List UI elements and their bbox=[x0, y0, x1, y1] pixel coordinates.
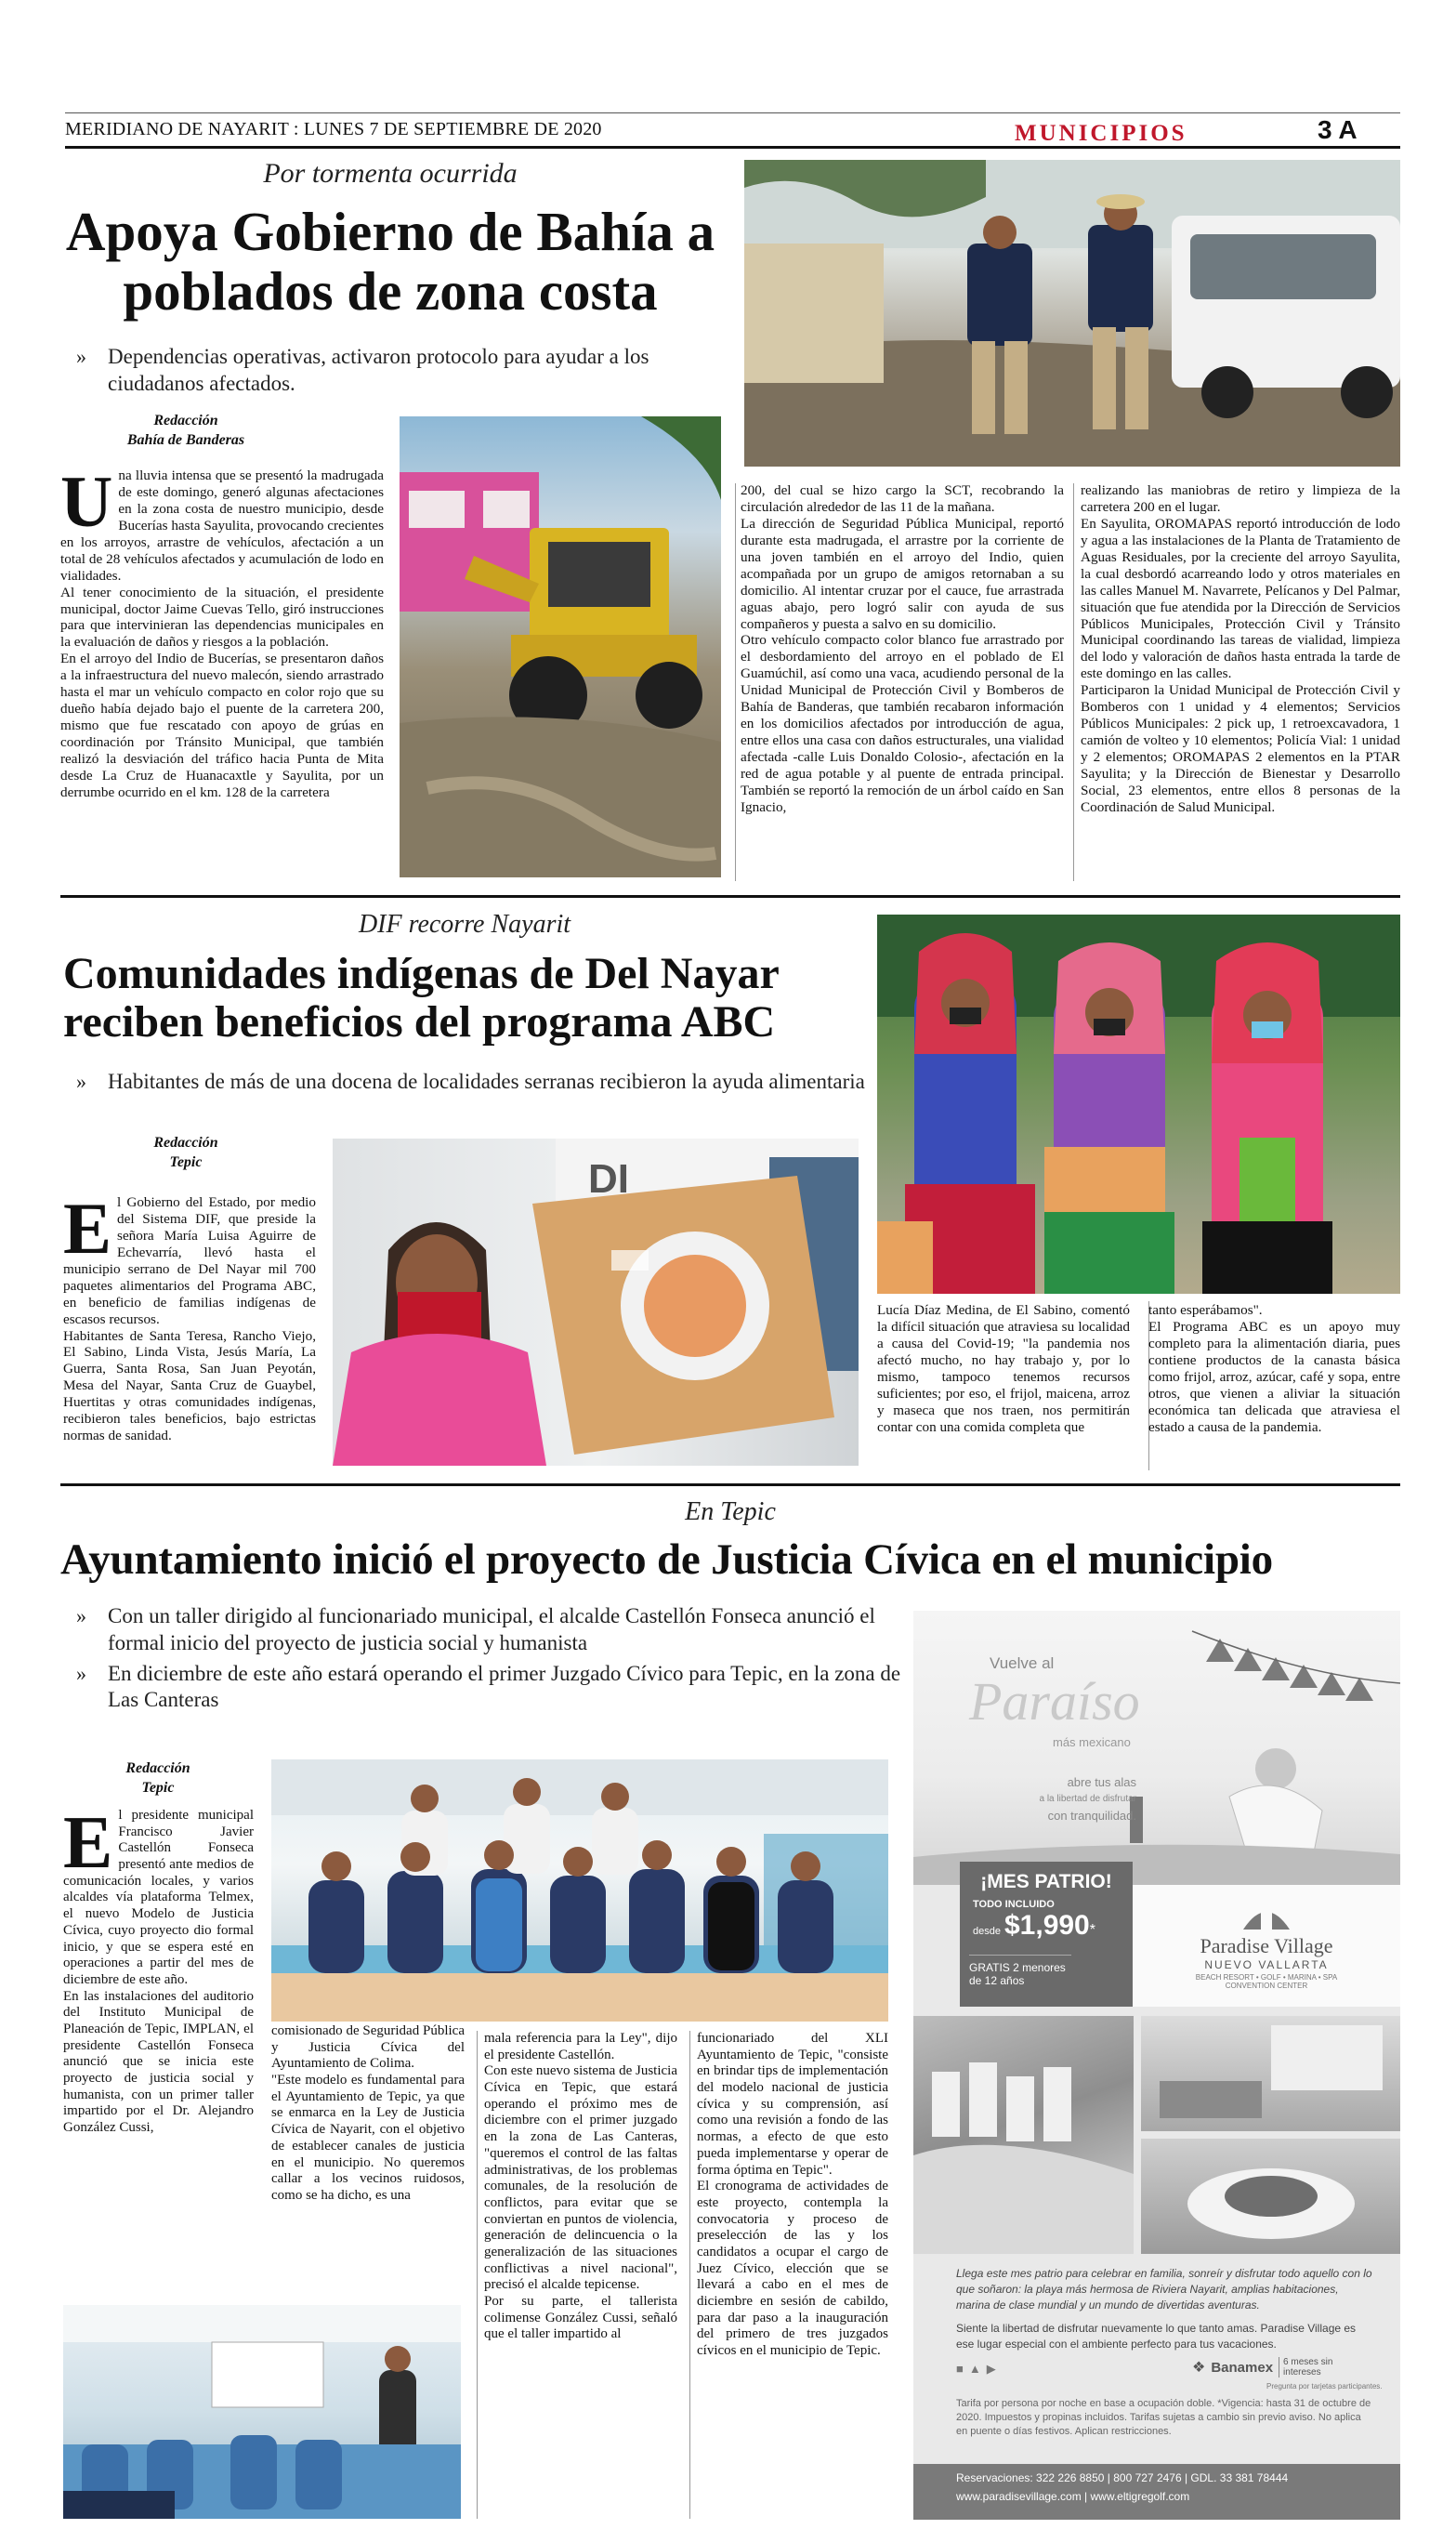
ad-reservations[interactable]: Reservaciones: 322 226 8850 | 800 727 2476 | GDL. 33 381 78444 bbox=[956, 2471, 1289, 2484]
story3-column-divider-2 bbox=[689, 2031, 690, 2519]
twitter-icon[interactable]: ▲ bbox=[968, 2362, 981, 2376]
header-rule bbox=[65, 146, 1400, 149]
story3-column-3 bbox=[484, 2031, 677, 2343]
story2-column-2 bbox=[877, 1302, 1130, 1436]
ad-brand-name: Paradise Village bbox=[1200, 1934, 1333, 1957]
paradise-village-ad[interactable] bbox=[913, 1611, 1400, 2520]
byline-author: Redacción bbox=[125, 1760, 190, 1776]
youtube-icon[interactable]: ▶ bbox=[986, 2362, 996, 2376]
ad-brand-amenities: BEACH RESORT • GOLF • MARINA • SPA CONVENTION CENTER bbox=[1195, 1973, 1338, 1990]
story3-column-4 bbox=[697, 2031, 888, 2360]
ad-promo-kids: GRATIS 2 menores de 12 años bbox=[969, 1955, 1071, 1987]
story2-byline bbox=[111, 1134, 260, 1173]
story1-column-1 bbox=[60, 461, 384, 801]
story2-summary-item: » Habitantes de más de una docena de localidades serranas recibieron la ayuda alimentaria bbox=[65, 1069, 883, 1096]
ad-tagline-3: con tranquilidad. bbox=[1047, 1808, 1136, 1823]
story3-text-2: comisionado de Seguridad Pública y Justicia Cívica del Ayuntamiento de Colima. "Este modelo es fundamental para el Ayuntamiento de Tepic, ya que se enmarca en la Ley de Justicia Cívica de Nayarit, con el objetivo de establecer canales de justicia en el municipio. No queremos callar a los vecinos ruidosos, como se ha dicho, es una bbox=[271, 2023, 465, 2203]
ad-msi-note: Pregunta por tarjetas participantes. bbox=[1266, 2382, 1383, 2391]
story2-column-3 bbox=[1148, 1302, 1400, 1436]
story2-text-2: Lucía Díaz Medina, de El Sabino, comentó la difícil situación que atraviesa su localidad a causa del Covid-19; "la pandemia nos afectó mucho, no hay trabajo y, por lo mismo, tampoco tenemos recursos suficientes; por eso, el frijol, maicena, arroz y maseca que nos traen, nos permitirán contar con una comida completa que bbox=[877, 1302, 1130, 1435]
story1-column-3 bbox=[1081, 482, 1400, 816]
story3-summary-item: » Con un taller dirigido al funcionariado municipal, el alcalde Castellón Fonseca anunció el formal inicio del proyecto de justicia social y humanista bbox=[65, 1603, 901, 1657]
banamex-logo-icon: ❖ bbox=[1192, 2360, 1206, 2376]
section-rule-1 bbox=[60, 895, 1400, 898]
ad-vuelve: Vuelve al bbox=[990, 1654, 1055, 1672]
ad-brand-sub: NUEVO VALLARTA bbox=[1204, 1958, 1329, 1971]
abc-box-illustration bbox=[333, 1139, 859, 1466]
photo-civil-protection-workers bbox=[744, 160, 1400, 467]
drop-cap: E bbox=[63, 1802, 113, 1884]
paradise-village-logo-icon bbox=[1239, 1898, 1294, 1930]
story2-text-3: tanto esperábamos". El Programa ABC es un apoyo muy completo para la alimentación diaria, pues contiene productos de la canasta básica como frijol, arroz, azúcar, café y sopa, entre otros, que vienen a aliviar la situación económica tan delicada que atraviesa el estado a causa de la pandemia. bbox=[1148, 1302, 1400, 1435]
section-rule-2 bbox=[60, 1483, 1400, 1486]
ad-photo-food bbox=[1141, 2139, 1400, 2254]
ad-bank-name: Banamex bbox=[1211, 2359, 1274, 2376]
story3-column-1 bbox=[63, 1802, 254, 2137]
drop-cap: U bbox=[60, 461, 113, 542]
byline-location: Tepic bbox=[141, 1779, 175, 1796]
group-illustration bbox=[271, 1759, 888, 2022]
ad-promo-from: desde bbox=[973, 1926, 1001, 1937]
ad-mexicano: más mexicano bbox=[1053, 1735, 1131, 1749]
story1-byline bbox=[111, 412, 260, 451]
header-rule-top bbox=[65, 112, 1400, 113]
ad-social-row bbox=[956, 2362, 996, 2377]
story3-kicker: En Tepic bbox=[685, 1497, 776, 1526]
story1-summary bbox=[65, 344, 706, 402]
ad-body-2: Siente la libertad de disfrutar nuevamente lo que tanto amas. Paradise Village es ese lugar especial con el ambiente perfecto para tus vacaciones. bbox=[956, 2322, 1357, 2351]
story1-kicker: Por tormenta ocurrida bbox=[263, 158, 518, 189]
story1-text-3: realizando las maniobras de retiro y limpieza de la carretera 200 en el lugar. En Sayulita, OROMAPAS reportó introducción de lodo y agua a las instalaciones de la Planta de Tratamiento de Aguas Residuales, por la creciente del arroyo Sayulita, la cual desbordó acarreando lodo y otros materiales en las calles Manuel M. Navarrete, Pelícanos y Del Palmar, situación que fue atendida por la Dirección de Servicios Públicos Municipales, Protección Civil y Tránsito Municipal coordinando las tareas de vialidad, limpieza del lodo y valoración de daños hasta entrada la tarde de este domingo en las calles. Participaron la Unidad Municipal de Protección Civil y Bomberos con 1 unidad y 4 elementos; Servicios Públicos Municipales: 2 pick up, 1 retroexcavadora, 1 camión de volteo y 10 elementos; Policía Vial: 1 unidad y 2 elementos; OROMAPAS 2 elementos en la PTAR Sayulita; y la Dirección de Bienestar y Desarrollo Social, 23 elementos, entre ellos 8 personas de la Coordinación de Salud Municipal. bbox=[1081, 482, 1400, 815]
ad-brand-block bbox=[1133, 1885, 1400, 2007]
ad-promo-price: $1,990 bbox=[1003, 1910, 1090, 1941]
byline-author: Redacción bbox=[153, 413, 218, 428]
story2-summary bbox=[65, 1069, 883, 1100]
story3-text-3: mala referencia para la Ley", dijo el presidente Castellón. Con este nuevo sistema de Justicia Cívica en Tepic, que estará operando el próximo mes de diciembre con el primer juzgado en la zona de Las Canteras, "queremos el control de las faltas administrativas, de los problemas comunales, de la resolución de conflictos, para evitar que se conviertan en puntos de violencia, generación de delincuencia o la generalización de las situaciones conflictivas a nivel nacional", precisó el alcalde tepicense. Por su parte, el tallerista colimense González Cussi, señaló que el taller impartido al bbox=[484, 2031, 677, 2342]
page-number: 3 A bbox=[1318, 115, 1358, 144]
photo-officials-group bbox=[271, 1759, 888, 2022]
ad-body-1: Llega este mes patrio para celebrar en familia, sonreír y disfrutar todo aquello con lo que soñaron: la playa más hermosa de Riviera Nayarit, amplias habitaciones, marina de clase mundial y un mundo de divertidas aventuras. bbox=[956, 2267, 1372, 2312]
byline-location: Tepic bbox=[169, 1153, 203, 1170]
story2-text-1: l Gobierno del Estado, por medio del Sistema DIF, que preside la señora María Luisa Aguirre de Echevarría, llevó hasta el municipio serrano de Del Nayar mil 700 paquetes alimentarios del Programa ABC, en beneficio de familias indígenas de escasos recursos. Habitantes de Santa Teresa, Rancho Viejo, El Sabino, Linda Vista, Jesús María, La Guerra, Santa Rosa, San Juan Peyotán, Mesa del Nayar, Santa Cruz de Guaybel, Huertitas y otras comunidades indígenas, recibieron tales beneficios, bajo estrictas normas de sanidad. bbox=[63, 1194, 316, 1444]
ad-hero bbox=[913, 1611, 1400, 1885]
ad-tagline-2: a la libertad de disfrutar bbox=[1039, 1794, 1136, 1805]
ad-promo-included: TODO INCLUIDO bbox=[973, 1899, 1055, 1910]
story1-text-1: na lluvia intensa que se presentó la madrugada de este domingo, generó algunas afectaciones en la zona costa de nuestro municipio, desde Bucerías hasta Sayulita, provocando crecientes en los arroyos, arrastre de vehículos, afectación a un total de 28 vehículos afectados y acumulación de lodo en vialidades. Al tener conocimiento de la situación, el presidente municipal, doctor Jaime Cuevas Tello, giró instrucciones para que intervinieran las dependencias municipales en la evaluación de daños y riesgos a la población. En el arroyo del Indio de Bucerías, se presentaron daños a la infraestructura del nuevo malecón, siendo arrastrado hasta el mar un vehículo compacto en color rojo que su dueño había dejado bajo el puente de la carretera 200, mismo que fue rescatado con apoyo de grúas en coordinación por Tránsito Municipal, que también realizó la desviación del tráfico hacia Punta de Mita desde La Cruz de Huanacaxtle y Sayulita, por un derrumbe ocurrido en el km. 128 de la carretera bbox=[60, 468, 384, 800]
story3-column-2 bbox=[271, 2023, 465, 2205]
ad-photo-aerial bbox=[913, 2016, 1134, 2254]
ad-msi: 6 meses sin intereses bbox=[1279, 2357, 1344, 2378]
story3-text-1: l presidente municipal Francisco Javier Castellón Fonseca presentó ante medios de comunicación locales, y varios alcaldes vía plataforma Telmex, el nuevo Modelo de Justicia Cívica, cuyo proyecto dio formal inicio, y que se espera esté en operaciones a partir del mes de diciembre de este año. En las instalaciones del auditorio del Instituto Municipal de Planeación de Tepic, IMPLAN, el presidente Castellón Fonseca anunció que se inicia este proyecto de justicia social y humanista, con un primer taller impartido por el Dr. Alejandro González Cussi, bbox=[63, 1808, 254, 2136]
story1-summary-item: » Dependencias operativas, activaron protocolo para ayudar a los ciudadanos afectados. bbox=[65, 344, 706, 398]
byline-location: Bahía de Banderas bbox=[126, 431, 245, 448]
story3-summary-item: » En diciembre de este año estará operando el primer Juzgado Cívico para Tepic, en la zona de Las Canteras bbox=[65, 1661, 901, 1715]
story1-text-2: 200, del cual se hizo cargo la SCT, recobrando la circulación alrededor de las 11 de la mañana. La dirección de Seguridad Pública Municipal, reportó durante esta madrugada, el arrastre por la corriente de una joven también en el arroyo del Indio, quien acompañada por un grupo de amigos retornaban a su domicilio. Al intentar cruzar por el cauce, fue arrastrada aguas abajo, pero logró salir con ayuda de sus compañeros y puesta a salvo en su domicilio. Otro vehículo compacto color blanco fue arrastrado por el desbordamiento del arroyo en el poblado de El Guamúchil, así como una vaca, acudiendo personal de la Unidad Municipal de Protección Civil y Bomberos de Bahía de Banderas, que también recabaron información en los domicilios afectados por introducción de agua, entre ellos una casa con daños estructurales, una vialidad afectada -calle Luis Donaldo Colosio-, afectación en la red de agua potable y al puente de entrada principal. También se reportó la remoción de un árbol caído en San Ignacio, bbox=[741, 482, 1064, 815]
ad-photo-room bbox=[1141, 2016, 1400, 2131]
story2-headline: Comunidades indígenas de Del Nayar reciben beneficios del programa ABC bbox=[63, 949, 779, 1047]
ad-promo-box bbox=[960, 1862, 1133, 2007]
photo-woman-abc-box bbox=[333, 1139, 859, 1466]
ad-fine-print: Tarifa por persona por noche en base a ocupación doble. *Vigencia: hasta 31 de octubre de 2020. Impuestos y propinas incluidos. Tarifas sujetas a cambio sin previo aviso. No aplica en puente o días festivos. Aplican restricciones. bbox=[956, 2398, 1371, 2437]
photo-backhoe-mud bbox=[400, 416, 721, 877]
story3-summary bbox=[65, 1603, 901, 1718]
story3-headline: Ayuntamiento inició el proyecto de Justicia Cívica en el municipio bbox=[60, 1535, 1273, 1584]
ad-footer bbox=[913, 2464, 1400, 2520]
story3-text-4: funcionariado del XLI Ayuntamiento de Tepic, "consiste en brindar tips de implementación del modelo nacional de justicia cívica y su comprensión, así como una revisión a fondo de las normas, a efecto de que esto pueda implementarse y operar de forma óptima en Tepic". El cronograma de actividades de este proyecto, contempla la convocatoria y proceso de preselección de las y los candidatos a ocupar el cargo de Juez Cívico, elección que se llevará a cabo en el mes de diciembre en sesión de cabildo, para dar paso a la inauguración del primero de tres juzgados cívicos en el municipio de Tepic. bbox=[697, 2031, 888, 2359]
ad-promo-title: ¡MES PATRIO! bbox=[980, 1871, 1112, 1892]
drop-cap: E bbox=[63, 1188, 112, 1269]
story1-column-divider-2 bbox=[1073, 483, 1074, 881]
food-illustration bbox=[1141, 2139, 1400, 2254]
ad-promo-asterisk: * bbox=[1089, 1922, 1095, 1938]
story1-headline: Apoya Gobierno de Bahía a poblados de zona costa bbox=[65, 201, 715, 322]
facebook-icon[interactable]: ■ bbox=[956, 2362, 964, 2376]
workers-illustration bbox=[744, 160, 1400, 467]
masthead-date: MERIDIANO DE NAYARIT : LUNES 7 DE SEPTIEMBRE DE 2020 bbox=[65, 119, 602, 139]
ad-website[interactable]: www.paradisevillage.com | www.eltigregolf.com bbox=[956, 2490, 1190, 2503]
byline-author: Redacción bbox=[153, 1135, 218, 1151]
aerial-illustration bbox=[913, 2016, 1134, 2254]
story1-column-divider-1 bbox=[735, 483, 736, 881]
story2-kicker: DIF recorre Nayarit bbox=[358, 910, 571, 939]
story1-column-2 bbox=[741, 482, 1064, 816]
section-name: MUNICIPIOS bbox=[1015, 121, 1187, 146]
photo-workshop-room bbox=[63, 2305, 461, 2519]
ad-hero-illustration bbox=[913, 1611, 1400, 1885]
workshop-illustration bbox=[63, 2305, 461, 2519]
ad-paraiso-logo: Paraíso bbox=[969, 1671, 1140, 1732]
room-illustration bbox=[1141, 2016, 1400, 2131]
ad-tagline bbox=[988, 1773, 1136, 1825]
ad-tagline-1: abre tus alas bbox=[1067, 1775, 1136, 1789]
photo-indigenous-women bbox=[877, 915, 1400, 1294]
story2-column-1 bbox=[63, 1188, 316, 1444]
women-illustration bbox=[877, 915, 1400, 1294]
story3-byline bbox=[84, 1759, 232, 1798]
svg-text:DI: DI bbox=[588, 1156, 629, 1202]
backhoe-illustration bbox=[400, 416, 721, 877]
story3-column-divider-1 bbox=[477, 2031, 478, 2519]
ad-bank-block bbox=[1192, 2357, 1344, 2378]
